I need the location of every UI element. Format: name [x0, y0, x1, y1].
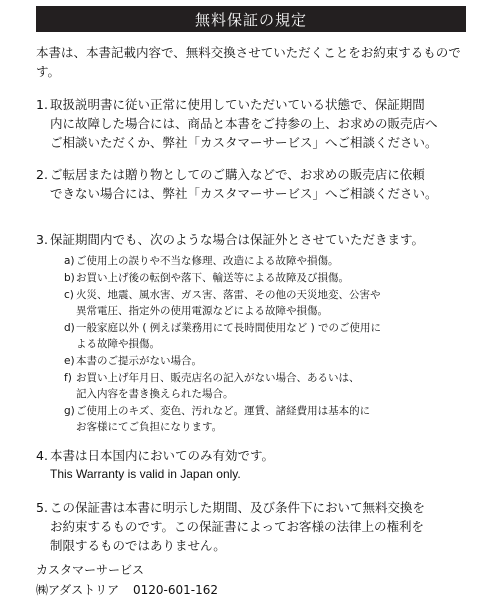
exclusion-text: 本書のご提示がない場合。 — [76, 355, 202, 367]
clause-2 — [36, 165, 476, 203]
clause-line: 取扱説明書に従い正常に使用していただいている状態で、保証期間 — [50, 97, 425, 112]
exclusion-text: お買い上げ後の転倒や落下、輸送等による故障及び損傷。 — [76, 272, 349, 284]
exclusion-item-b — [64, 270, 476, 286]
exclusion-label: a) — [64, 255, 75, 267]
exclusion-text: 異常電圧、指定外の使用電源などによる故障や損傷。 — [76, 305, 328, 317]
clause-number: 3. — [36, 232, 48, 247]
clause-number: 5. — [36, 500, 48, 515]
clause-number: 4. — [36, 448, 48, 463]
exclusion-label: b) — [64, 272, 75, 284]
clause-line: 保証期間内でも、次のような場合は保証外とさせていただきます。 — [50, 232, 425, 247]
exclusion-text: 火災、地震、風水害、ガス害、落雷、その他の天災地変、公害や — [76, 289, 381, 301]
contact-footer — [36, 560, 476, 600]
clause-number: 1. — [36, 97, 48, 112]
exclusion-text: お買い上げ年月日、販売店名の記入がない場合、あるいは、 — [76, 372, 360, 384]
intro-text: 本書は、本書記載内容で、無料交換させていただくことをお約束するものです。 — [36, 45, 461, 79]
customer-service-label: カスタマーサービス — [36, 563, 145, 577]
exclusion-label: d) — [64, 322, 75, 334]
exclusion-text: ご使用上のキズ、変色、汚れなど。運賃、諸経費用は基本的に — [76, 405, 371, 417]
exclusion-label: g) — [64, 405, 75, 417]
clause-line: ご転居または贈り物としてのご購入などで、お求めの販売店に依頼 — [50, 167, 425, 182]
exclusion-text: 記入内容を書き換えられた場合。 — [76, 388, 234, 400]
exclusion-label: e) — [64, 355, 75, 367]
page-title: 無料保証の規定 — [194, 10, 307, 29]
clause-line: 制限するものではありません。 — [50, 538, 226, 553]
exclusion-text: よる故障や損傷。 — [76, 338, 160, 350]
english-note: This Warranty is valid in Japan only. — [50, 467, 241, 481]
clause-line: この保証書は本書に明示した期間、及び条件下において無料交換を — [50, 500, 426, 515]
exclusion-item-c — [64, 287, 476, 319]
clause-3 — [36, 230, 476, 436]
exclusion-item-d — [64, 320, 476, 352]
clause-5 — [36, 498, 476, 555]
clause-line: 本書は日本国内においてのみ有効です。 — [50, 448, 275, 463]
phone-number: 0120-601-162 — [133, 583, 219, 597]
company-contact-line — [36, 580, 476, 600]
title-bar — [36, 6, 466, 32]
exclusion-item-a — [64, 253, 476, 269]
exclusion-text: 一般家庭以外 ( 例えば業務用にて長時間使用など ) でのご使用に — [76, 322, 382, 334]
clause-line: お約束するものです。この保証書によってお客様の法律上の権利を — [50, 519, 425, 534]
company-name: ㈱アダストリア — [36, 583, 120, 597]
exclusion-item-e — [64, 353, 476, 369]
exclusion-label: f) — [64, 372, 72, 384]
clause-1 — [36, 95, 476, 152]
clause-4 — [36, 446, 476, 484]
exclusion-text: お客様にてご負担になります。 — [76, 421, 223, 433]
exclusion-item-f — [64, 370, 476, 402]
clause-line: できない場合には、弊社「カスタマーサービス」へご相談ください。 — [50, 186, 438, 201]
exclusion-text: ご使用上の誤りや不当な修理、改造による故障や損傷。 — [76, 255, 339, 267]
exclusion-item-g — [64, 403, 476, 435]
exclusion-list — [64, 253, 476, 435]
exclusion-label: c) — [64, 289, 74, 301]
clause-line: ご相談いただくか、弊社「カスタマーサービス」へご相談ください。 — [50, 135, 438, 150]
intro-paragraph — [36, 43, 476, 81]
clause-line: 内に故障した場合には、商品と本書をご持参の上、お求めの販売店へ — [50, 116, 438, 131]
clause-number: 2. — [36, 167, 48, 182]
